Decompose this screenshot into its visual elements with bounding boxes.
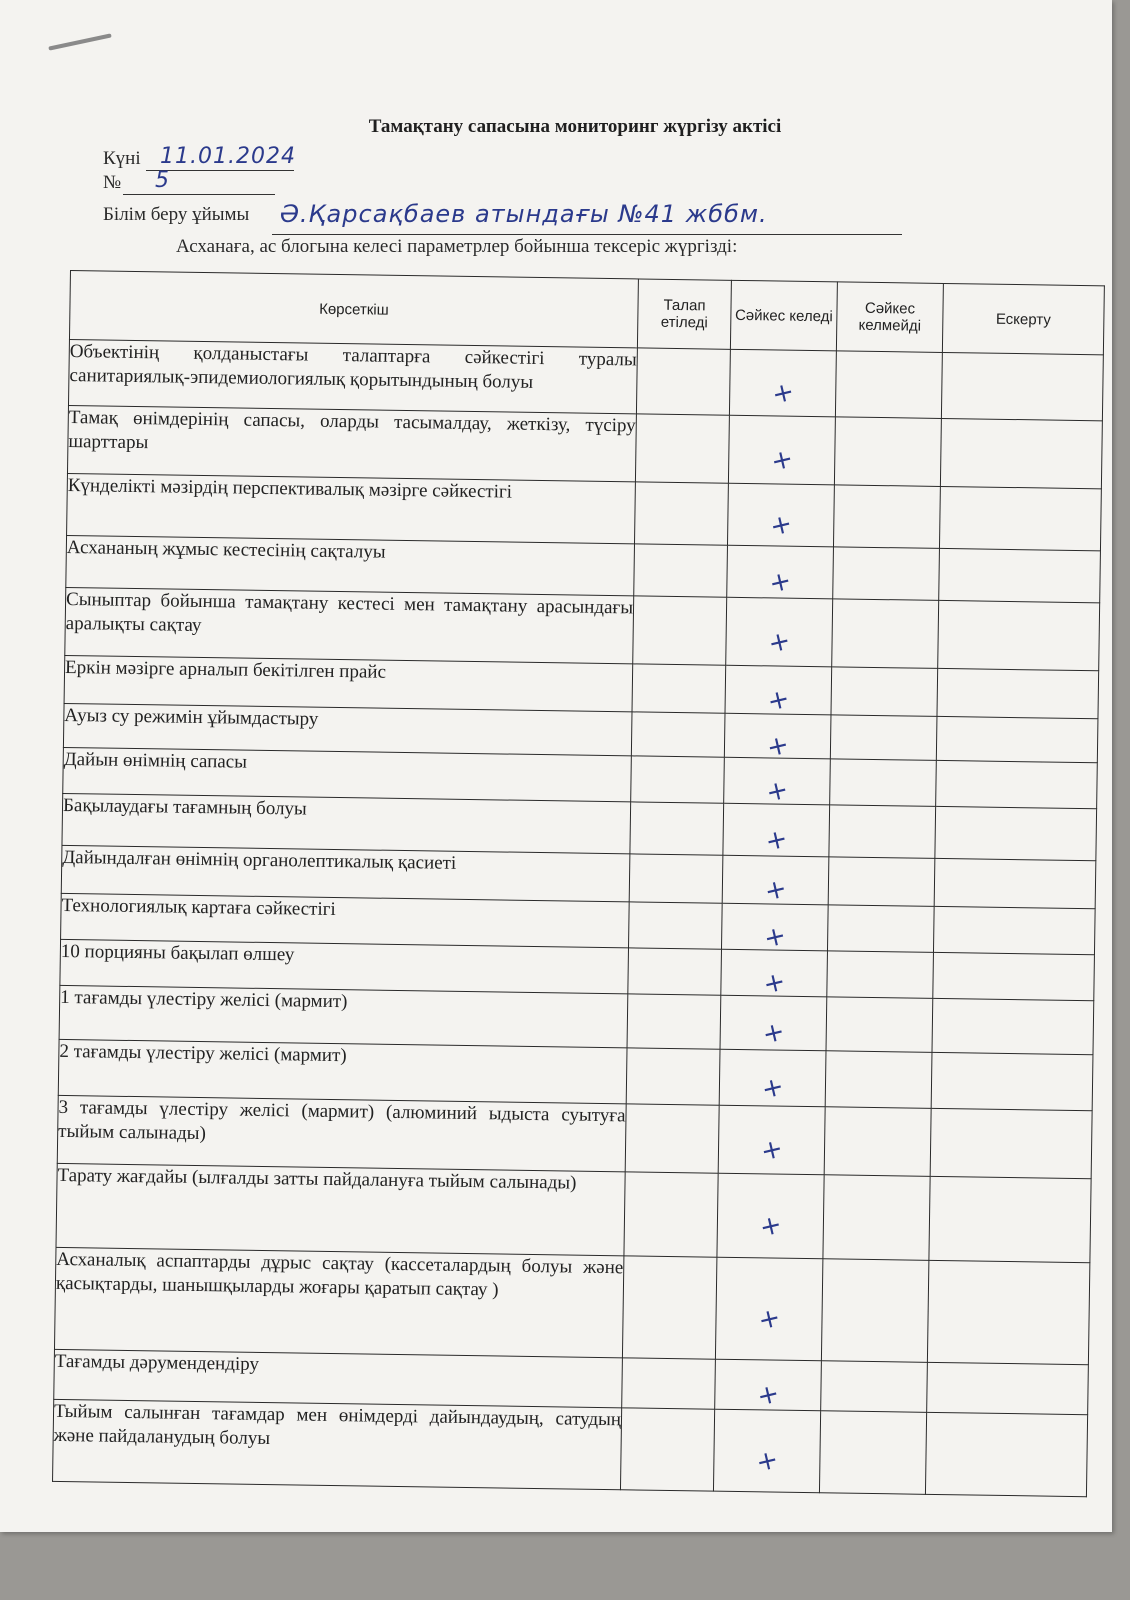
row-compliant-cell[interactable] (728, 415, 835, 485)
row-non-compliant-cell[interactable] (825, 1051, 932, 1109)
row-note-cell[interactable] (937, 668, 1099, 718)
row-non-compliant-cell[interactable] (830, 715, 937, 761)
row-required-cell[interactable] (634, 482, 728, 545)
row-compliant-mark: + (765, 624, 794, 660)
row-indicator: Тамақ өнімдерінің сапасы, оларды тасымалдау, жеткізу, түсіру шарттары (67, 405, 636, 481)
row-compliant-mark: + (760, 919, 789, 955)
row-compliant-cell[interactable] (713, 1409, 820, 1493)
row-required-cell[interactable] (629, 854, 723, 903)
number-value[interactable]: 5 (155, 168, 170, 193)
row-compliant-mark: + (763, 728, 792, 764)
row-compliant-cell[interactable] (721, 949, 828, 1001)
header-required: Талап етіледі (637, 279, 731, 349)
row-indicator: Бақылаудағы тағамның болуы (62, 793, 631, 853)
organization-label: Білім беру ұйымы (103, 204, 250, 225)
row-compliant-cell[interactable] (727, 545, 834, 599)
row-note-cell[interactable] (936, 716, 1098, 762)
row-compliant-mark: + (758, 1070, 787, 1106)
row-indicator: Технологиялық картаға сәйкестігі (61, 893, 630, 947)
row-note-cell[interactable] (933, 906, 1095, 954)
row-non-compliant-cell[interactable] (835, 351, 942, 419)
row-compliant-cell[interactable] (719, 1049, 826, 1107)
row-compliant-cell[interactable] (715, 1359, 822, 1411)
row-note-cell[interactable] (935, 806, 1097, 860)
row-required-cell[interactable] (631, 712, 725, 757)
row-compliant-cell[interactable] (720, 995, 827, 1051)
organization-line (272, 234, 902, 235)
row-indicator: Сыныптар бойынша тамақтану кестесі мен тамақтану арасындағы аралықты сақтау (65, 587, 634, 663)
row-indicator: Тағамды дәрумендендіру (54, 1349, 623, 1407)
row-non-compliant-cell[interactable] (821, 1361, 928, 1413)
document-title: Тамақтану сапасына мониторинг жүргізу актісі (368, 116, 782, 137)
row-compliant-mark: + (767, 442, 796, 478)
row-indicator: 10 порцияны бақылап өлшеу (60, 939, 629, 993)
row-compliant-mark: + (759, 965, 789, 1001)
row-compliant-cell[interactable] (724, 713, 831, 764)
row-note-cell[interactable] (940, 418, 1102, 488)
row-non-compliant-cell[interactable] (821, 1259, 929, 1363)
row-compliant-mark: + (761, 872, 790, 908)
table-row (53, 1399, 1088, 1496)
row-compliant-cell[interactable] (715, 1257, 823, 1361)
intro-text: Асханаға, ас блогына келесі параметрлер бойынша тексеріс жүргізді: (176, 236, 738, 257)
table-row (54, 1247, 1089, 1364)
row-required-cell[interactable] (634, 544, 728, 597)
header-compliant: Сәйкес келеді (730, 280, 837, 351)
monitoring-table (52, 270, 1105, 1497)
row-compliant-mark: + (759, 1015, 788, 1051)
row-required-cell[interactable] (626, 1048, 720, 1105)
row-compliant-mark: + (764, 682, 793, 718)
row-required-cell[interactable] (633, 596, 727, 665)
row-compliant-cell[interactable] (726, 597, 833, 667)
row-indicator: Тыйым салынған тағамдар мен өнімдерді дайындаудың, сатудың және пайдаланудың болуы (53, 1399, 622, 1489)
row-indicator: Объектінің қолданыстағы талаптарға сәйкестігі туралы санитариялық-эпидемиологиялық қорытындының болуы (68, 339, 637, 413)
row-note-cell[interactable] (927, 1260, 1089, 1364)
row-compliant-cell[interactable] (722, 855, 829, 908)
header-indicator: Көрсеткіш (69, 271, 638, 348)
row-indicator: Күнделікті мәзірдің перспективалық мәзірге сәйкестігі (67, 473, 636, 543)
row-indicator: 2 тағамды үлестіру желісі (мармит) (58, 1039, 627, 1103)
row-note-cell[interactable] (933, 952, 1095, 1000)
row-required-cell[interactable] (629, 902, 723, 949)
row-compliant-mark: + (762, 822, 791, 858)
row-compliant-mark: + (765, 564, 794, 600)
row-non-compliant-cell[interactable] (833, 485, 940, 549)
row-note-cell[interactable] (941, 352, 1103, 420)
row-indicator: 1 тағамды үлестіру желісі (мармит) (59, 985, 628, 1047)
row-compliant-mark: + (754, 1301, 784, 1337)
row-required-cell[interactable] (631, 756, 725, 803)
row-note-cell[interactable] (932, 998, 1094, 1054)
row-non-compliant-cell[interactable] (830, 759, 937, 807)
row-required-cell[interactable] (635, 414, 729, 483)
row-required-cell[interactable] (632, 664, 726, 713)
row-non-compliant-cell[interactable] (829, 805, 936, 859)
row-indicator: Асханалық аспаптарды дұрыс сақтау (кассеталардың болуы және қасықтарды, шанышқыларды жоғары қаратып сақтау ) (54, 1247, 623, 1357)
organization-value[interactable]: Ә.Қарсақбаев атындағы №41 жббм. (280, 200, 768, 228)
row-compliant-mark: + (753, 1377, 782, 1413)
row-indicator: Ауыз су режимін ұйымдастыру (63, 703, 632, 755)
number-label: № (103, 172, 122, 193)
row-required-cell[interactable] (624, 1172, 718, 1257)
row-note-cell[interactable] (927, 1362, 1089, 1414)
row-note-cell[interactable] (931, 1052, 1093, 1110)
row-indicator: Еркін мәзірге арналып бекітілген прайс (64, 655, 633, 711)
row-non-compliant-cell[interactable] (826, 997, 933, 1053)
row-non-compliant-cell[interactable] (823, 1175, 930, 1261)
row-non-compliant-cell[interactable] (819, 1411, 926, 1495)
row-indicator: 3 тағамды үлестіру желісі (мармит) (алюминий ыдыста суытуға тыйым салынады) (57, 1095, 626, 1171)
row-non-compliant-cell[interactable] (834, 417, 941, 487)
row-note-cell[interactable] (930, 1108, 1092, 1178)
row-compliant-cell[interactable] (727, 483, 834, 547)
row-non-compliant-cell[interactable] (827, 951, 934, 999)
row-note-cell[interactable] (938, 600, 1100, 670)
row-compliant-cell[interactable] (729, 349, 836, 417)
row-note-cell[interactable] (936, 760, 1098, 808)
header-non-compliant: Сәйкес келмейді (836, 282, 943, 353)
number-line (123, 194, 275, 195)
date-value[interactable]: 11.01.2024 (160, 144, 296, 169)
row-compliant-cell[interactable] (723, 803, 830, 857)
row-compliant-mark: + (766, 507, 795, 543)
row-required-cell[interactable] (630, 802, 724, 855)
row-compliant-mark: + (768, 376, 797, 411)
row-indicator: Тарату жағдайы (ылғалды затты пайдалануға тыйым салынады) (56, 1163, 625, 1255)
header-note: Ескерту (942, 283, 1104, 354)
row-required-cell[interactable] (625, 1104, 719, 1173)
row-compliant-mark: + (752, 1443, 781, 1479)
date-label: Күні (103, 148, 141, 169)
row-non-compliant-cell[interactable] (833, 547, 940, 601)
row-required-cell[interactable] (636, 348, 730, 415)
row-required-cell[interactable] (628, 948, 722, 995)
table-body (53, 339, 1104, 1496)
row-compliant-mark: + (756, 1208, 785, 1244)
row-indicator: Дайын өнімнің сапасы (63, 747, 632, 801)
row-non-compliant-cell[interactable] (828, 857, 935, 907)
row-indicator: Дайындалған өнімнің органолептикалық қасиеті (61, 845, 630, 901)
row-required-cell[interactable] (627, 994, 721, 1049)
row-compliant-cell[interactable] (724, 757, 831, 809)
row-compliant-cell[interactable] (717, 1173, 824, 1259)
row-non-compliant-cell[interactable] (827, 905, 934, 953)
row-compliant-cell[interactable] (725, 665, 832, 718)
row-note-cell[interactable] (929, 1176, 1091, 1262)
row-compliant-mark: + (762, 773, 791, 809)
row-note-cell[interactable] (925, 1412, 1087, 1496)
row-note-cell[interactable] (939, 486, 1101, 550)
row-note-cell[interactable] (939, 548, 1101, 602)
row-non-compliant-cell[interactable] (824, 1107, 931, 1177)
table-row (56, 1163, 1091, 1262)
row-required-cell[interactable] (620, 1408, 714, 1491)
row-indicator: Асхананың жұмыс кестесінің сақталуы (66, 535, 635, 595)
row-compliant-mark: + (757, 1132, 786, 1168)
row-required-cell[interactable] (622, 1358, 716, 1409)
row-non-compliant-cell[interactable] (831, 667, 938, 717)
row-compliant-cell[interactable] (721, 903, 828, 955)
pencil-mark (48, 33, 111, 50)
row-required-cell[interactable] (622, 1256, 717, 1359)
row-non-compliant-cell[interactable] (832, 599, 939, 669)
row-note-cell[interactable] (934, 858, 1096, 908)
row-compliant-cell[interactable] (718, 1105, 825, 1175)
